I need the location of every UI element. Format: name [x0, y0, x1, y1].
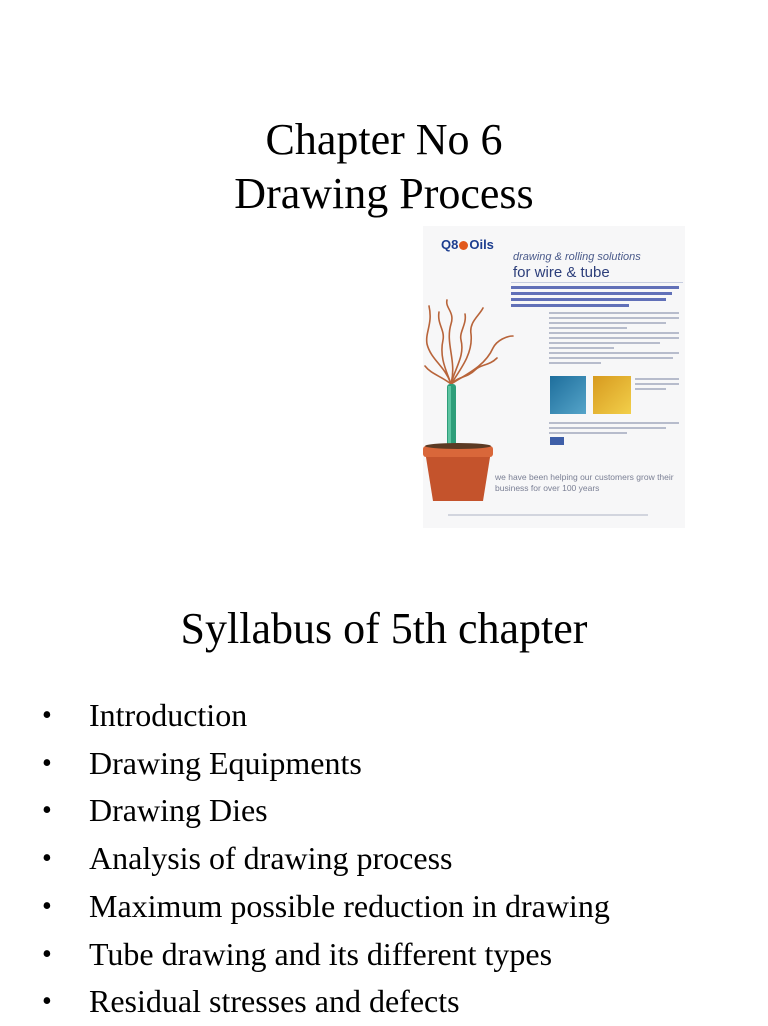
- q8-oils-logo: Q8 Oils: [441, 237, 494, 252]
- brochure-body-text: [549, 312, 679, 367]
- list-item: • Residual stresses and defects: [42, 978, 610, 1026]
- product-book-cover-blue: [550, 376, 586, 414]
- brochure-rule: [511, 282, 683, 283]
- chapter-subtitle: Drawing Process: [234, 169, 534, 218]
- association-badge: [550, 437, 564, 445]
- syllabus-heading: Syllabus of 5th chapter: [180, 604, 588, 653]
- brochure-fine-print: [448, 514, 648, 516]
- list-item: • Drawing Dies: [42, 787, 610, 835]
- chapter-title: Chapter No 6: [265, 115, 503, 164]
- wire-plant-illustration: [423, 296, 523, 506]
- list-item: • Maximum possible reduction in drawing: [42, 883, 610, 931]
- brochure-body-text-2: [549, 422, 679, 437]
- syllabus-list: [42, 692, 610, 1026]
- list-item: • Introduction: [42, 692, 610, 740]
- book-caption-text: [635, 378, 679, 393]
- list-item: • Analysis of drawing process: [42, 835, 610, 883]
- product-book-cover-yellow: [593, 376, 631, 414]
- list-item: • Drawing Equipments: [42, 740, 610, 788]
- brochure-footer-text: we have been helping our customers grow their business for over 100 years: [495, 472, 674, 493]
- brochure-headline-small: drawing & rolling solutions: [513, 251, 641, 263]
- q8-oils-brochure-image: [423, 226, 685, 528]
- brochure-headline-large: for wire & tube: [513, 264, 610, 281]
- brochure-lead-text: [511, 286, 679, 310]
- list-item: • Tube drawing and its different types: [42, 931, 610, 979]
